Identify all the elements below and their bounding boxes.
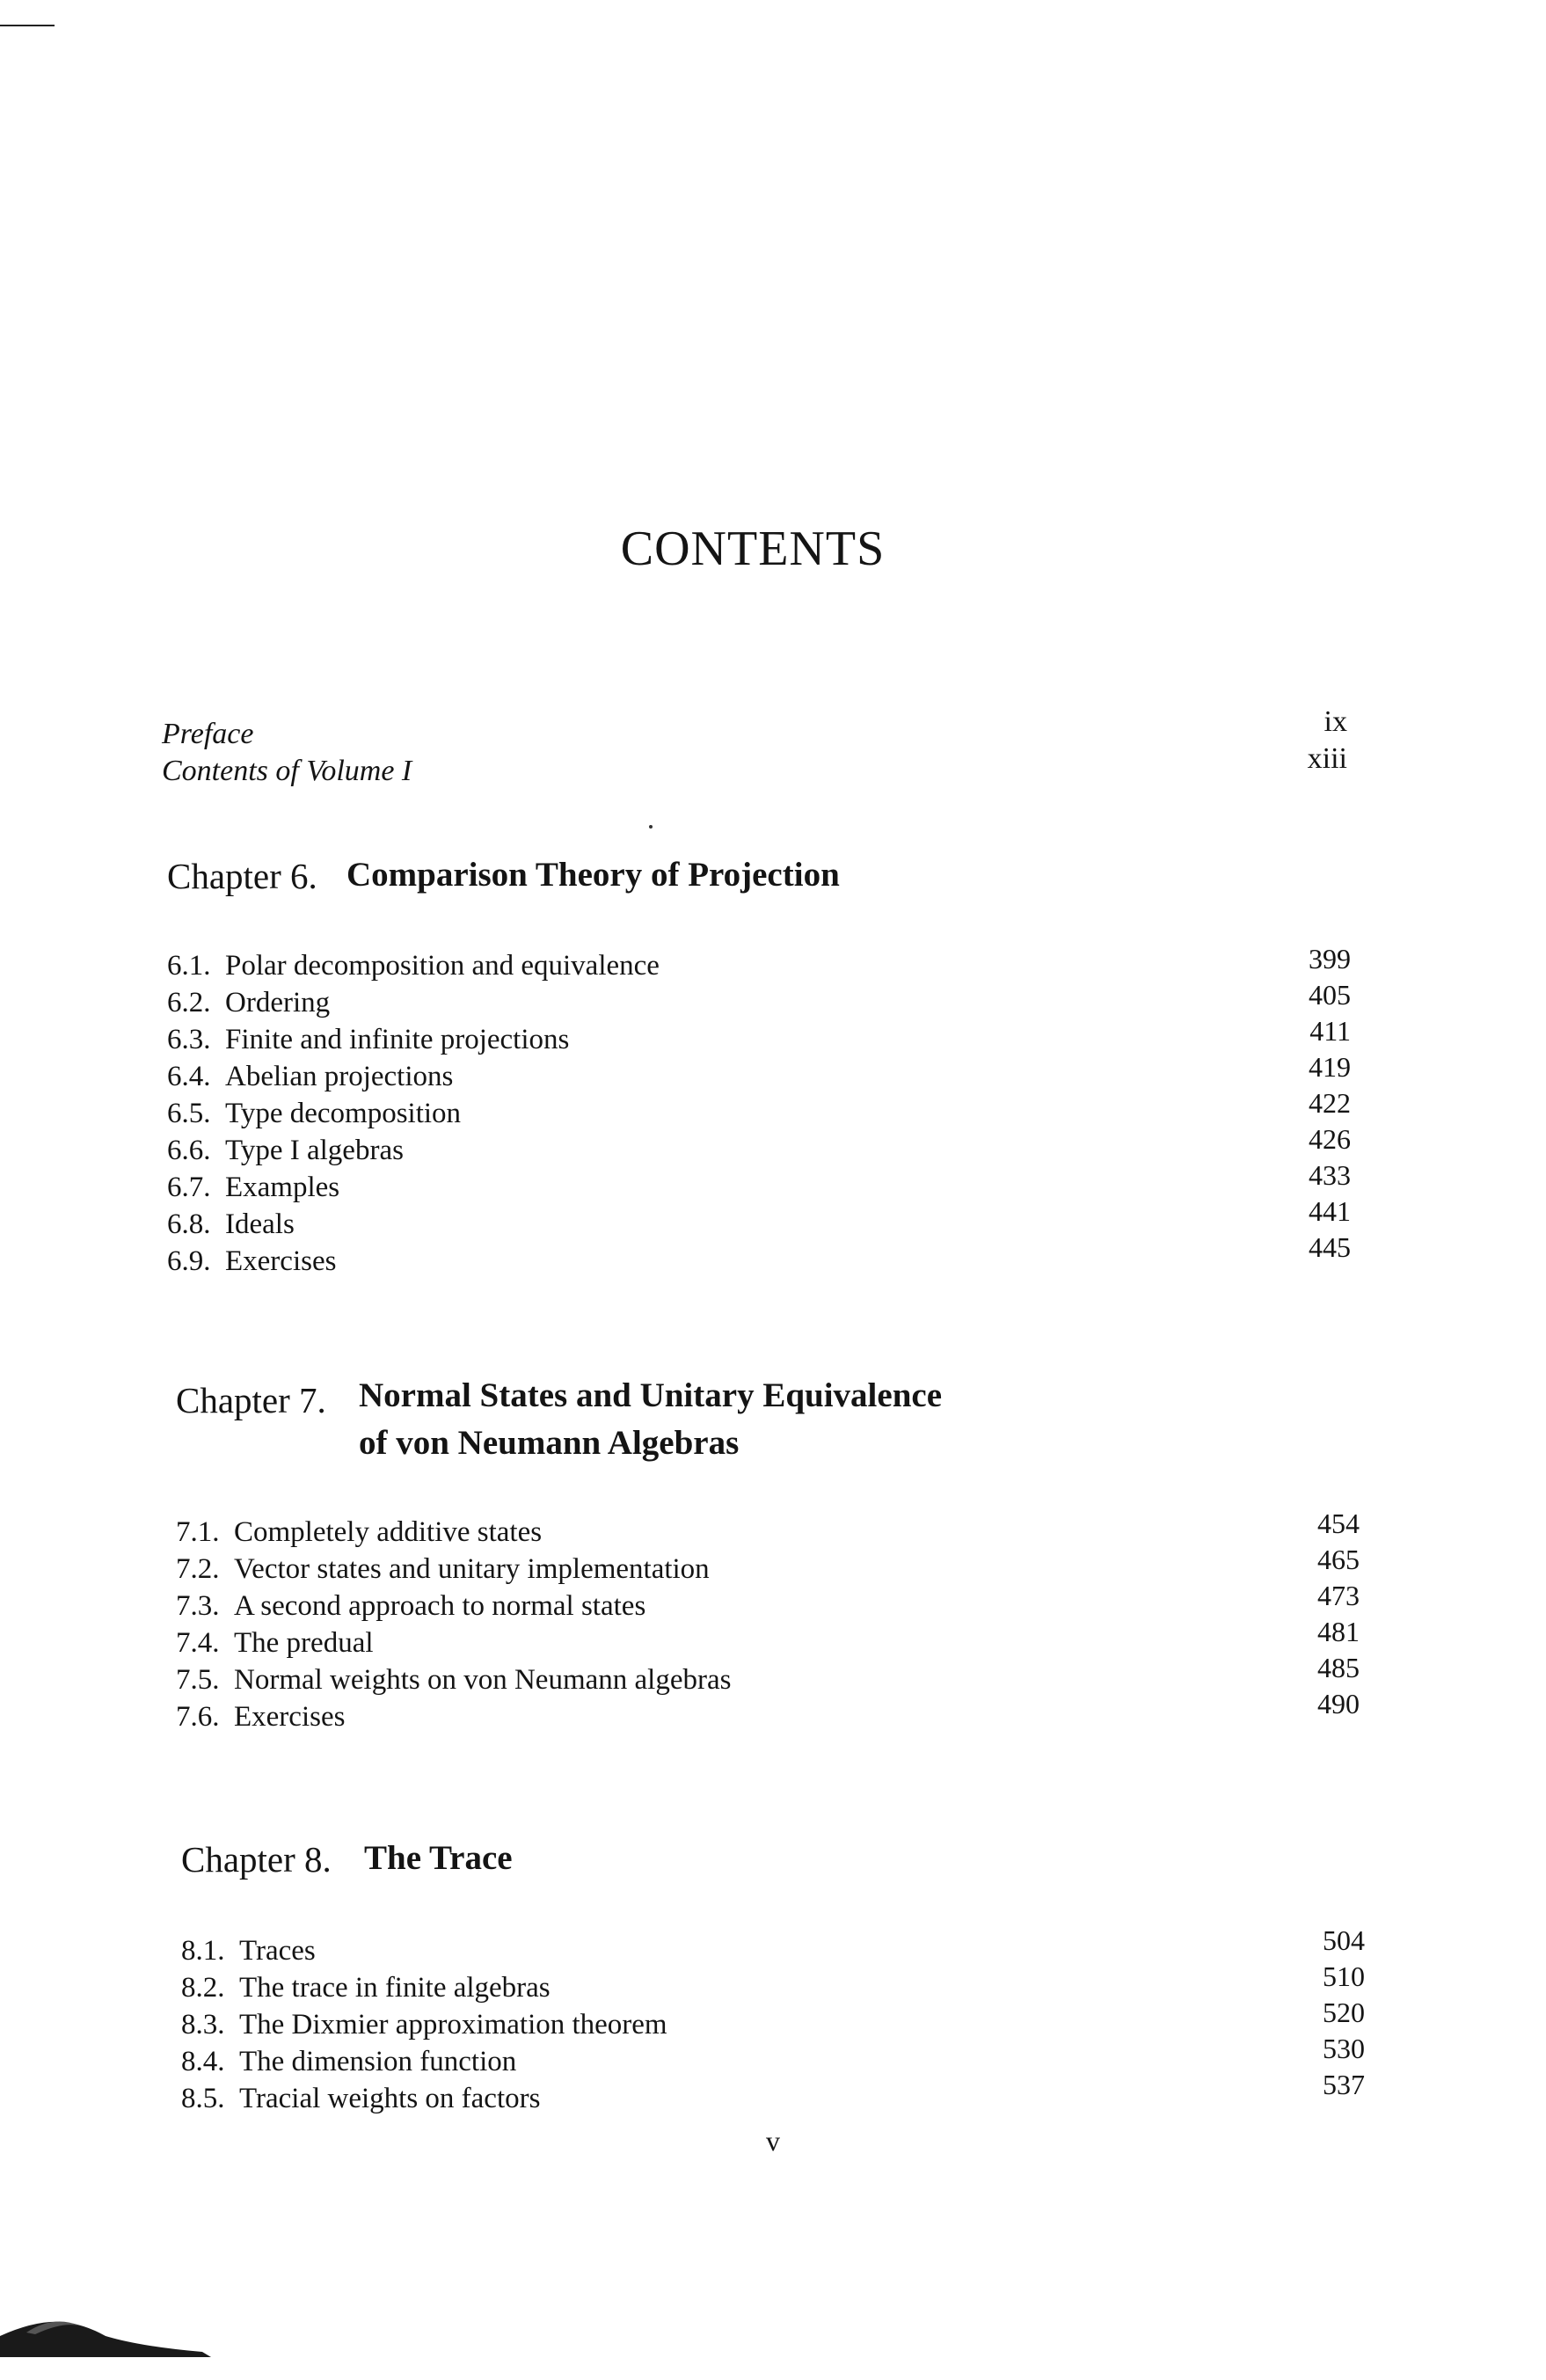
print-speck [649,825,653,829]
section-title: Vector states and unitary implementation [234,1553,710,1585]
section-number: 7.6. [176,1701,220,1733]
section-title: Tracial weights on factors [239,2083,541,2114]
section-number: 6.5. [167,1098,211,1129]
section-title: Type decomposition [225,1098,462,1129]
section-page: 504 [1323,1924,1365,1956]
front-matter-title: Preface [162,718,254,750]
section-number: 6.8. [167,1208,211,1240]
section-page: 445 [1309,1231,1351,1263]
section-page: 454 [1317,1508,1360,1539]
chapter-label: Chapter 8. [181,1839,332,1880]
section-number: 8.4. [181,2046,225,2077]
section-page: 520 [1323,1997,1365,2028]
section-title: Exercises [225,1245,337,1277]
section-page: 441 [1309,1195,1351,1227]
section-title: The dimension function [239,2046,517,2077]
section-number: 6.6. [167,1135,211,1166]
section-number: 6.2. [167,987,211,1018]
section-number: 8.1. [181,1935,225,1967]
section-number: 8.2. [181,1972,225,2004]
chapter-title-continued: of von Neumann Algebras [359,1424,740,1462]
section-page: 411 [1309,1015,1351,1047]
section-number: 6.9. [167,1245,211,1277]
front-matter-page: xiii [1307,742,1347,775]
section-title: Exercises [234,1701,346,1733]
section-page: 530 [1323,2033,1365,2064]
chapter-label: Chapter 7. [176,1380,326,1420]
section-title: Examples [225,1172,340,1203]
section-page: 405 [1309,979,1351,1011]
front-matter-page: ix [1324,705,1347,738]
page-title: CONTENTS [620,522,886,576]
section-page: 473 [1317,1580,1360,1611]
page-number: v [766,2125,780,2157]
section-page: 510 [1323,1960,1365,1992]
section-number: 7.1. [176,1516,220,1548]
chapter-title: The Trace [364,1839,513,1877]
chapter-title: Comparison Theory of Projection [346,856,840,894]
section-title: The trace in finite algebras [239,1972,551,2004]
scan-smudge [0,2252,211,2357]
section-title: Ideals [225,1208,295,1240]
section-number: 6.4. [167,1061,211,1092]
section-page: 419 [1309,1051,1351,1083]
section-title: Abelian projections [225,1061,454,1092]
section-page: 465 [1317,1544,1360,1575]
section-number: 7.2. [176,1553,220,1585]
section-title: The Dixmier approximation theorem [239,2009,667,2041]
section-page: 485 [1317,1652,1360,1683]
section-number: 6.7. [167,1172,211,1203]
section-title: Completely additive states [234,1516,543,1548]
section-page: 422 [1309,1087,1351,1119]
section-page: 481 [1317,1616,1360,1647]
section-number: 7.3. [176,1590,220,1622]
section-number: 7.4. [176,1627,220,1659]
section-number: 8.5. [181,2083,225,2114]
section-number: 6.1. [167,950,211,982]
corner-rule [0,25,55,26]
section-page: 399 [1309,943,1351,975]
section-page: 426 [1309,1123,1351,1155]
chapter-label: Chapter 6. [167,856,317,896]
section-title: Normal weights on von Neumann algebras [234,1664,732,1696]
chapter-title: Normal States and Unitary Equivalence [359,1376,942,1414]
section-number: 6.3. [167,1024,211,1055]
section-title: Traces [239,1935,316,1967]
section-title: Finite and infinite projections [225,1024,570,1055]
front-matter-title: Contents of Volume I [162,755,412,787]
section-number: 7.5. [176,1664,220,1696]
section-title: A second approach to normal states [234,1590,646,1622]
section-title: The predual [234,1627,374,1659]
section-title: Type I algebras [225,1135,404,1166]
section-page: 433 [1309,1159,1351,1191]
section-page: 537 [1323,2069,1365,2100]
section-page: 490 [1317,1688,1360,1719]
section-number: 8.3. [181,2009,225,2041]
section-title: Polar decomposition and equivalence [225,950,660,982]
section-title: Ordering [225,987,331,1018]
